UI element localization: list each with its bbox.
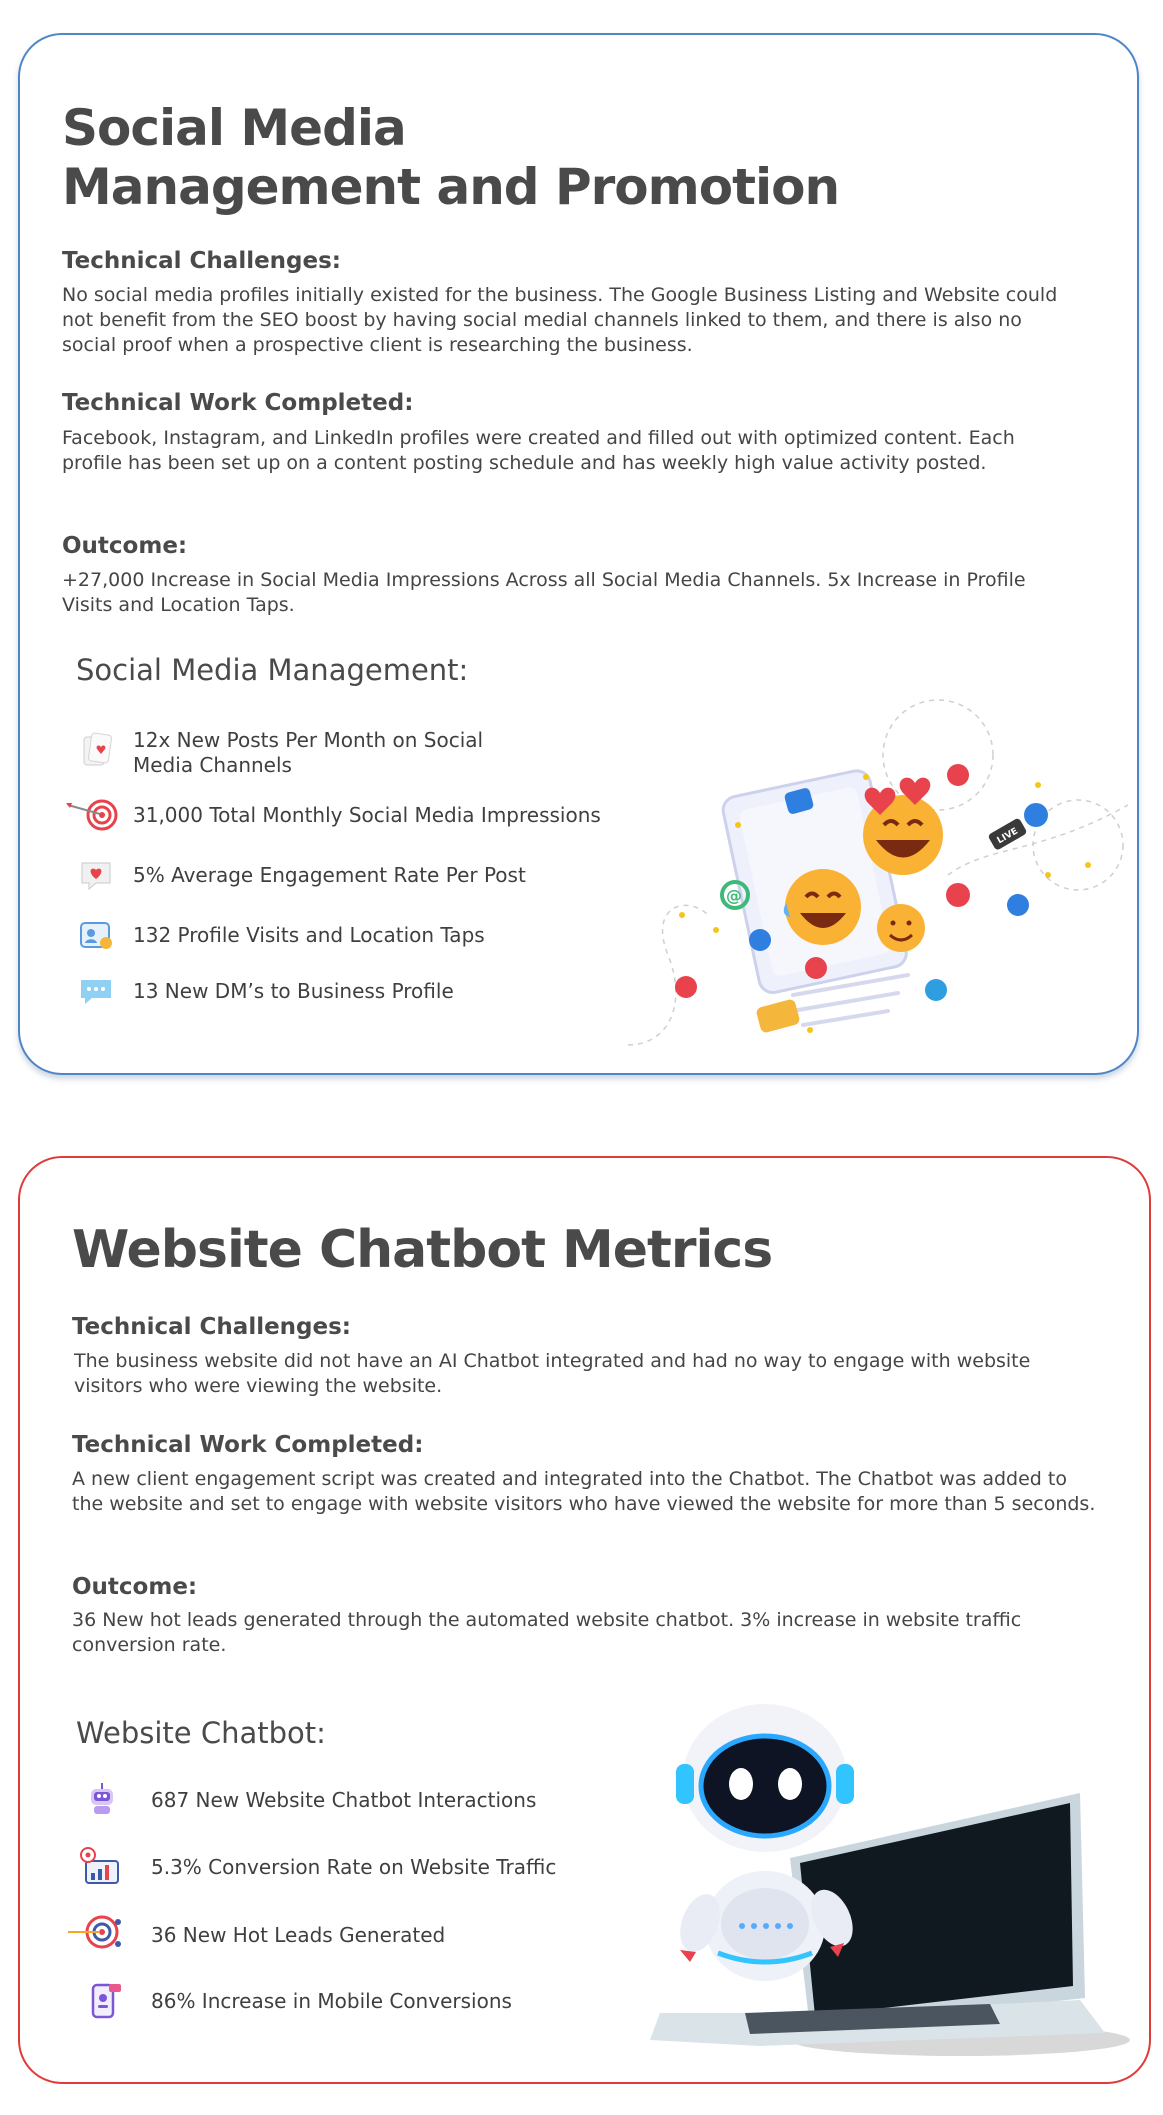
chatbot-metrics-card: [18, 1156, 1151, 2084]
social-challenges-text: No social media profiles initially existed for the business. The Google Business Listing and Website could not benefit from the SEO boost by having social medial channels linked to them, and there is also no social proof when a prospective client is researching the business.: [62, 284, 1058, 356]
chatbot-stats-heading: Website Chatbot:: [76, 1716, 326, 1750]
social-title-line2: Management and Promotion: [62, 157, 840, 216]
social-outcome-heading: Outcome:: [62, 533, 188, 559]
social-title-line1: Social Media: [62, 99, 406, 157]
chatbot-title: Website Chatbot Metrics: [72, 1220, 773, 1280]
profile-card-icon: [76, 915, 116, 955]
chatbot-stat-leads-label: 36 New Hot Leads Generated: [151, 1923, 446, 1947]
chat-bubble-icon: [76, 971, 116, 1011]
live-badge: LIVE: [995, 826, 1020, 847]
social-work-text: Facebook, Instagram, and LinkedIn profiles were created and filled out with optimized content. Each profile has been set up on a content posting schedule and has weekly high value activity posted.: [62, 427, 1015, 474]
robot-laptop-illustration: [640, 1668, 1135, 2058]
social-challenges-heading: Technical Challenges:: [62, 248, 342, 274]
chatbot-work-text: A new client engagement script was created and integrated into the Chatbot. The Chatbot was added to the website and set to engage with website visitors who have viewed the website for more than 5 seconds.: [72, 1468, 1096, 1515]
robot-icon: [82, 1779, 122, 1819]
social-media-emoji-illustration: [618, 685, 1138, 1055]
chatbot-stat-mobile-label: 86% Increase in Mobile Conversions: [151, 1989, 512, 2013]
conversion-chart-icon: [76, 1845, 122, 1889]
social-stat-impressions-label: 31,000 Total Monthly Social Media Impressions: [133, 803, 601, 827]
svg-text:@: @: [726, 886, 742, 905]
lead-target-icon: [64, 1910, 124, 1954]
chatbot-outcome-heading: Outcome:: [72, 1574, 198, 1600]
social-work-heading: Technical Work Completed:: [62, 390, 414, 416]
social-stat-profile-visits-label: 132 Profile Visits and Location Taps: [133, 923, 485, 947]
social-media-title: [62, 99, 839, 216]
social-outcome-text: +27,000 Increase in Social Media Impressions Across all Social Media Channels. 5x Increase in Profile Visits and Location Taps.: [62, 569, 1026, 616]
chatbot-outcome-text: 36 New hot leads generated through the automated website chatbot. 3% increase in website traffic conversion rate.: [72, 1609, 1022, 1656]
posts-icon: [76, 731, 116, 771]
social-stat-engagement-label: 5% Average Engagement Rate Per Post: [133, 863, 526, 887]
social-media-card: [18, 33, 1139, 1075]
chatbot-stat-conversion-label: 5.3% Conversion Rate on Website Traffic: [151, 1855, 557, 1879]
social-stat-dms-label: 13 New DM’s to Business Profile: [133, 979, 454, 1003]
heart-chat-icon: [76, 855, 116, 895]
chatbot-challenges-heading: Technical Challenges:: [72, 1314, 352, 1340]
target-icon: [64, 795, 120, 835]
smiling-emoji: [877, 904, 925, 952]
robot: [673, 1704, 861, 1981]
social-stat-posts-label: 12x New Posts Per Month on Social Media Channels: [133, 728, 484, 777]
chatbot-stat-interactions-label: 687 New Website Chatbot Interactions: [151, 1788, 537, 1812]
chatbot-work-heading: Technical Work Completed:: [72, 1432, 424, 1458]
chatbot-challenges-text: The business website did not have an AI Chatbot integrated and had no way to engage with website visitors who were viewing the website.: [74, 1350, 1031, 1397]
social-stats-heading: Social Media Management:: [76, 653, 469, 687]
mobile-icon: [84, 1980, 124, 2020]
